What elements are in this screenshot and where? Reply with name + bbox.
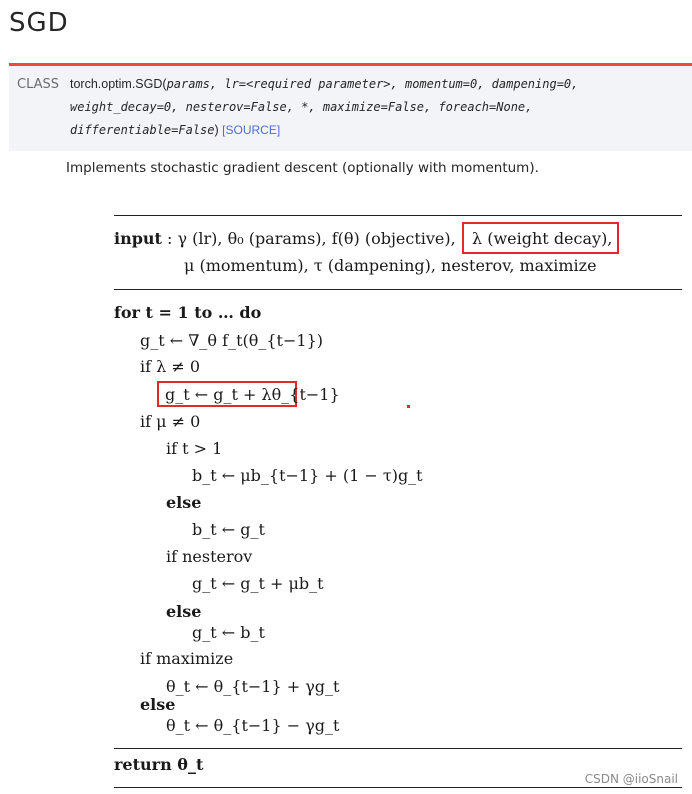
params-line-2: weight_decay=0, nesterov=False, *, maximize=False, foreach=None, [70, 100, 533, 114]
bottom-rule-1 [114, 748, 682, 749]
else-3: else [140, 695, 176, 714]
params-line-1: params, lr=<required parameter>, momentum=0, dampening=0, [166, 77, 579, 91]
if-maximize: if maximize [140, 649, 234, 668]
momentum-buffer-update: b_t ← μb_{t−1} + (1 − τ)g_t [192, 466, 423, 485]
return-line: return θ_t [114, 755, 204, 774]
signature-line-1 [70, 77, 578, 91]
signature-line-2 [70, 100, 532, 114]
page-title: SGD [9, 8, 69, 38]
bottom-rule-2 [114, 787, 682, 788]
input-params: : γ (lr), θ₀ (params), f(θ) (objective), [167, 229, 456, 248]
signature-line-3 [70, 123, 280, 137]
weight-decay-step-highlight [157, 381, 340, 407]
input-line-2: μ (momentum), τ (dampening), nesterov, maximize [184, 256, 597, 275]
if-t: if t > 1 [166, 439, 223, 458]
class-name: torch.optim.SGD( [70, 77, 167, 91]
nesterov-step: g_t ← g_t + μb_t [192, 574, 324, 593]
source-link[interactable]: [SOURCE] [222, 123, 281, 137]
description: Implements stochastic gradient descent (optionally with momentum). [66, 160, 539, 176]
for-loop-line: for t = 1 to … do [114, 303, 262, 322]
else-1: else [166, 493, 202, 512]
params-line-3: differentiable=False [70, 123, 215, 137]
red-dot-mark [407, 405, 410, 408]
else-2: else [166, 602, 202, 621]
momentum-step: g_t ← b_t [192, 623, 265, 642]
class-label: CLASS [17, 77, 60, 92]
weight-decay-step: g_t ← g_t + λθ_{t−1} [165, 385, 340, 404]
close-paren: ) [214, 123, 219, 137]
theta-ascent: θ_t ← θ_{t−1} + γg_t [166, 677, 340, 696]
input-keyword: input [114, 229, 162, 248]
weight-decay-input: λ (weight decay), [472, 229, 613, 248]
if-lambda: if λ ≠ 0 [140, 357, 201, 376]
momentum-buffer-init: b_t ← g_t [192, 520, 265, 539]
if-nesterov: if nesterov [166, 547, 253, 566]
class-signature [9, 63, 692, 151]
watermark: CSDN @iioSnail [584, 772, 678, 786]
top-rule [114, 215, 682, 216]
gradient-step: g_t ← ∇_θ f_t(θ_{t−1}) [140, 331, 323, 350]
weight-decay-highlight [462, 222, 619, 254]
if-mu: if μ ≠ 0 [140, 412, 201, 431]
input-line-1 [114, 229, 456, 248]
mid-rule [114, 289, 682, 290]
theta-descent: θ_t ← θ_{t−1} − γg_t [166, 716, 340, 735]
